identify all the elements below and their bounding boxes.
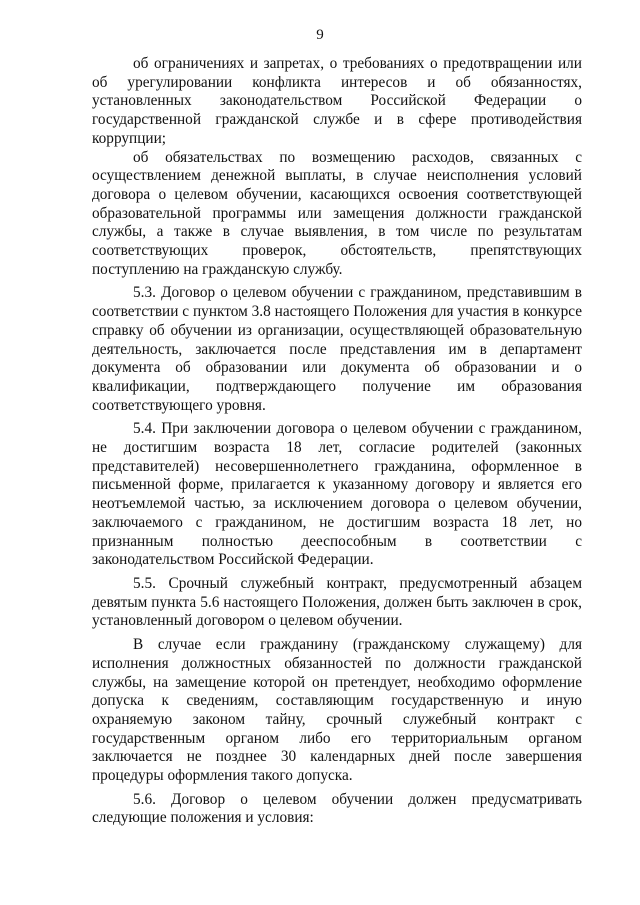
paragraph-5-4: 5.4. При заключении договора о целевом обучении с гражданином, не достигшим возраста 18 лет, согласие родителей (законных представителей) несовершеннолетнего гражданина, оформленное в письменной форме, прилагается к указанному договору и является его неотъемлемой частью, за исключением договора о целевом обучении, заключаемого с гражданином, не достигшим возраста 18 лет, но признанным полностью дееспособным в соответствии с законодательством Российской Федерации. xyxy=(92,420,582,569)
paragraph-obligations-list-item: об обязательствах по возмещению расходов, связанных с осуществлением денежной выплаты, в случае неисполнения условий договора о целевом обучении, касающихся освоения соответствующей образовательной программы или замещения должности гражданской службы, а также в случае выявления, в том числе по результатам соответствующих проверок, обстоятельств, препятствующих поступлению на гражданскую службу. xyxy=(92,148,582,278)
paragraph-restrictions-list-item: об ограничениях и запретах, о требованиях о предотвращении или об урегулировании конфликта интересов и об обязанностях, установленных законодательством Российской Федерации о государственной гражданской службе и в сфере противодействия коррупции; xyxy=(92,55,582,147)
document-body xyxy=(92,55,582,828)
page-number: 9 xyxy=(316,27,324,43)
paragraph-5-6: 5.6. Договор о целевом обучении должен предусматривать следующие положения и условия: xyxy=(92,790,582,827)
paragraph-clearance-case: В случае если гражданину (гражданскому служащему) для исполнения должностных обязанностей по должности гражданской службы, на замещение которой он претендует, необходимо оформление допуска к сведениям, составляющим государственную и иную охраняемую законом тайну, срочный служебный контракт с государственным органом либо его территориальным органом заключается не позднее 30 календарных дней после завершения процедуры оформления такого допуска. xyxy=(92,636,582,785)
paragraph-5-3: 5.3. Договор о целевом обучении с гражданином, представившим в соответствии с пунктом 3.8 настоящего Положения для участия в конкурсе справку об обучении из организации, осуществляющей образовательную деятельность, заключается после представления им в департамент документа об образовании или документа об образовании и о квалификации, подтверждающего получение им образования соответствующего уровня. xyxy=(92,284,582,414)
paragraph-5-5: 5.5. Срочный служебный контракт, предусмотренный абзацем девятым пункта 5.6 настоящего Положения, должен быть заключен в срок, установленный договором о целевом обучении. xyxy=(92,574,582,630)
